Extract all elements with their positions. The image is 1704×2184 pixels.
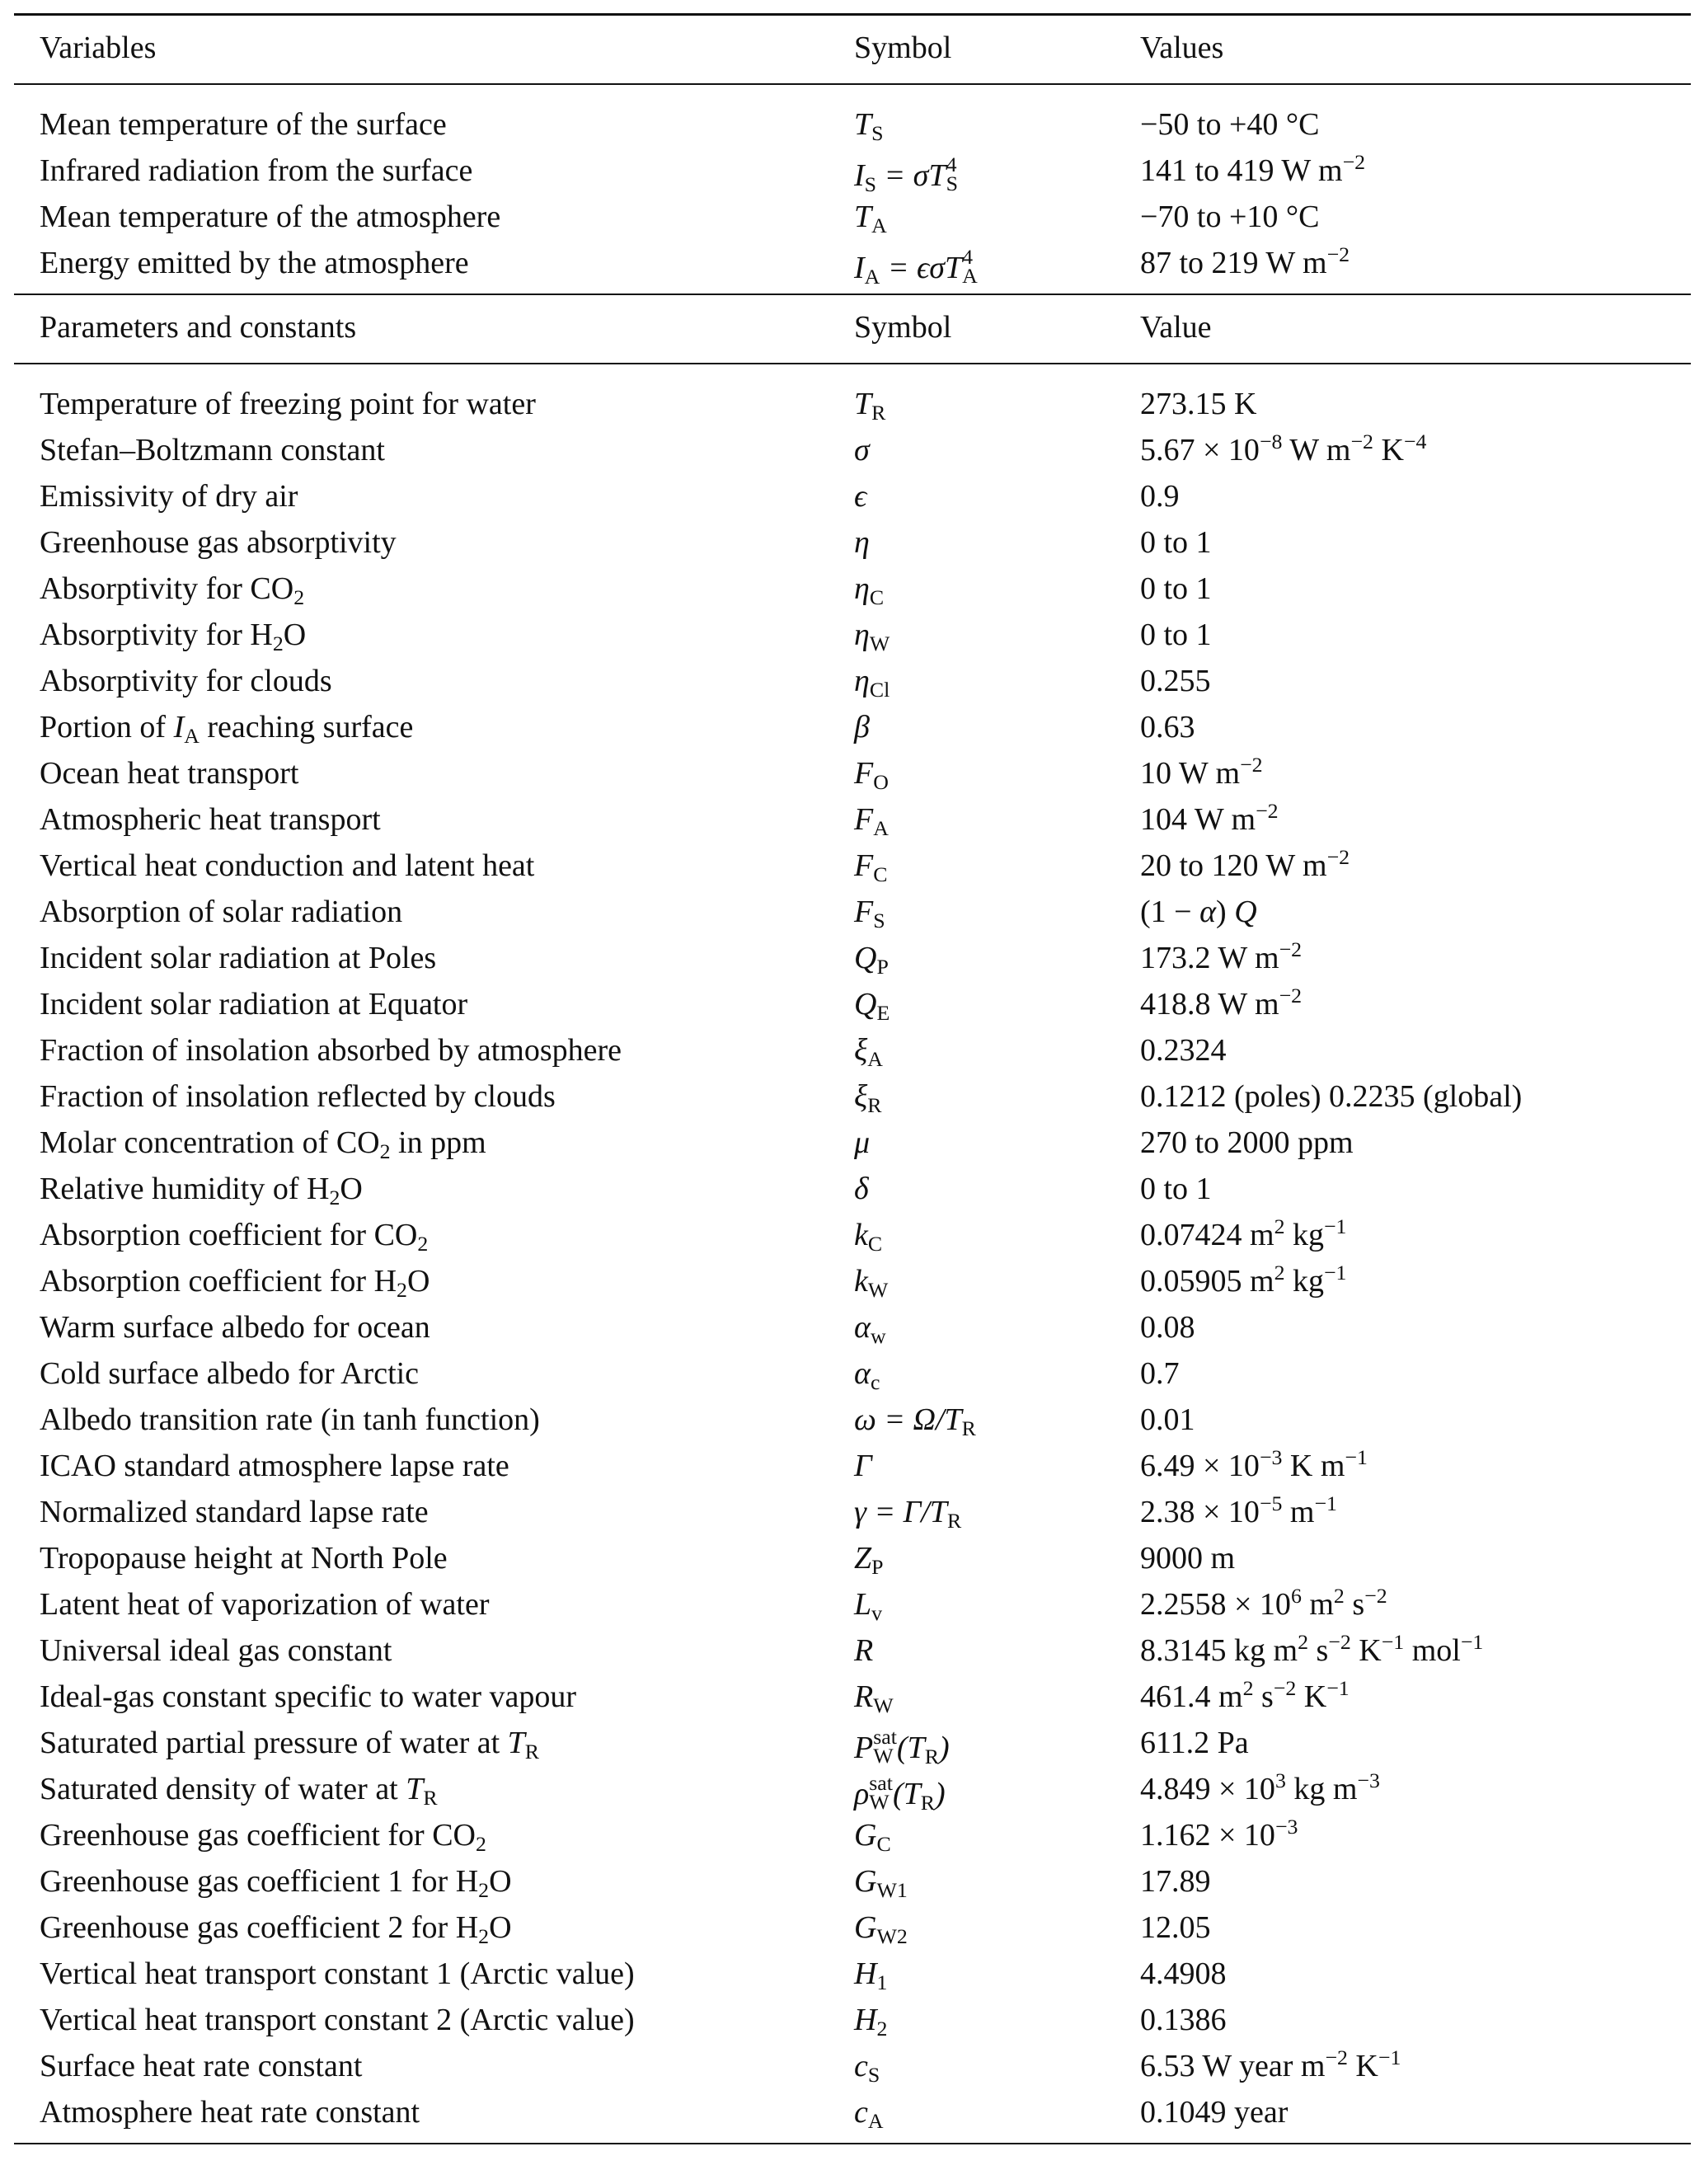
row-symbol: R (854, 1632, 874, 1668)
header-values: Values (1140, 30, 1224, 65)
row-value: −50 to +40 °C (1140, 106, 1320, 142)
row-symbol: Γ (854, 1448, 872, 1483)
row-symbol: δ (854, 1171, 869, 1206)
row-label: Surface heat rate constant (40, 2048, 363, 2083)
row-label: Absorptivity for clouds (40, 663, 332, 698)
row-label: Atmosphere heat rate constant (40, 2094, 420, 2130)
row-value: 0.7 (1140, 1355, 1180, 1391)
row-symbol: $H_1$ (854, 1956, 888, 1994)
table-row (14, 1948, 1691, 1994)
row-symbol: $k_W$ (854, 1263, 889, 1302)
row-symbol: $F_S$ (854, 894, 885, 932)
table-row (14, 840, 1691, 886)
row-symbol: $\eta_W$ (854, 617, 890, 655)
row-value: 0.63 (1140, 709, 1195, 744)
row-symbol: $G_{W1}$ (854, 1863, 908, 1902)
row-value: 0.05905 $m^2$ $kg^{-1}$ (1140, 1260, 1347, 1299)
row-label: Albedo transition rate (in tanh function) (40, 1402, 540, 1437)
row-symbol: σ (854, 432, 870, 467)
table-row (14, 1163, 1691, 1209)
row-symbol: $I_A = \epsilon\sigma T$ 4 A (854, 244, 978, 289)
row-value: 0.2324 (1140, 1032, 1227, 1068)
row-symbol: $T_A$ (854, 199, 887, 237)
row-label: Incident solar radiation at Poles (40, 940, 437, 975)
table-row (14, 191, 1691, 237)
row-value: 20 to 120 W $m^{-2}$ (1140, 844, 1350, 883)
table-row (14, 425, 1691, 471)
table-row (14, 1394, 1691, 1440)
row-label: Mean temperature of the surface (40, 106, 447, 142)
table-row (14, 1440, 1691, 1487)
row-label: Tropopause height at North Pole (40, 1540, 448, 1576)
row-label: Ideal-gas constant specific to water vapour (40, 1679, 577, 1714)
row-symbol: $\omega = \Omega/T_R$ (854, 1402, 976, 1440)
row-value: 0 to 1 (1140, 1171, 1212, 1206)
row-value: 0.9 (1140, 478, 1180, 514)
table-row (14, 99, 1691, 145)
row-symbol: η (854, 524, 870, 560)
row-symbol: $F_O$ (854, 755, 889, 794)
row-label: ICAO standard atmosphere lapse rate (40, 1448, 509, 1483)
table-row (14, 563, 1691, 609)
row-value: 0.255 (1140, 663, 1211, 698)
row-label: Normalized standard lapse rate (40, 1494, 429, 1529)
row-value: 0.1049 year (1140, 2094, 1289, 2130)
row-symbol: $k_C$ (854, 1217, 883, 1256)
table-row (14, 1117, 1691, 1163)
row-label: Mean temperature of the atmosphere (40, 199, 501, 234)
row-label: Greenhouse gas coefficient for $CO_2$ (40, 1817, 486, 1856)
section1-body (14, 99, 1691, 289)
row-value: 0 to 1 (1140, 571, 1212, 606)
row-symbol: μ (854, 1125, 871, 1160)
row-symbol: $\alpha_c$ (854, 1355, 880, 1394)
row-label: Ocean heat transport (40, 755, 299, 791)
bottom-rule (14, 2143, 1691, 2145)
row-symbol: $\xi_R$ (854, 1078, 882, 1117)
row-value: 6.53 W year $m^{-2}$ $K^{-1}$ (1140, 2045, 1401, 2083)
header-symbol-2: Symbol (854, 309, 952, 345)
row-label: Absorption coefficient for $H_2O$ (40, 1263, 430, 1302)
row-label: Atmospheric heat transport (40, 801, 381, 837)
row-symbol: $\xi_A$ (854, 1032, 883, 1071)
row-symbol: $R_W$ (854, 1679, 894, 1717)
row-label: Absorption coefficient for $CO_2$ (40, 1217, 429, 1256)
row-value: 0.07424 $m^2$ $kg^{-1}$ (1140, 1214, 1347, 1252)
row-label: Energy emitted by the atmosphere (40, 245, 469, 280)
row-label: Greenhouse gas absorptivity (40, 524, 397, 560)
table-row (14, 1302, 1691, 1348)
row-label: Incident solar radiation at Equator (40, 986, 468, 1022)
row-symbol: $H_2$ (854, 2002, 888, 2041)
table-row (14, 1902, 1691, 1948)
table-row (14, 145, 1691, 196)
row-value: (1 − α) Q (1140, 894, 1257, 929)
header-value: Value (1140, 309, 1212, 345)
row-label: Greenhouse gas coefficient 1 for $H_2O$ (40, 1863, 512, 1902)
table-row (14, 237, 1691, 289)
row-value: 0 to 1 (1140, 617, 1212, 652)
row-label: Portion of $I_A$ reaching surface (40, 709, 414, 748)
row-value: $2.38 \times 10^{-5}$ $m^{-1}$ (1140, 1491, 1337, 1529)
row-label: Absorptivity for $H_2O$ (40, 617, 307, 655)
row-symbol: $T_R$ (854, 386, 886, 425)
row-label: Infrared radiation from the surface (40, 153, 473, 188)
row-symbol: $G_C$ (854, 1817, 891, 1856)
row-label: Relative humidity of $H_2O$ (40, 1171, 363, 1209)
table-row (14, 1856, 1691, 1902)
row-value: $5.67 \times 10^{-8}$ W $m^{-2}$ $K^{-4}$ (1140, 429, 1427, 467)
row-symbol: $G_{W2}$ (854, 1909, 908, 1948)
row-symbol: $\eta_{Cl}$ (854, 663, 890, 702)
table-row (14, 2041, 1691, 2087)
row-value: 12.05 (1140, 1909, 1211, 1945)
table-row (14, 1025, 1691, 1071)
row-symbol: $c_S$ (854, 2048, 880, 2087)
row-symbol: β (854, 709, 870, 744)
row-label: Vertical heat conduction and latent heat (40, 848, 535, 883)
table-row (14, 378, 1691, 425)
row-value: 87 to 219 W $m^{-2}$ (1140, 242, 1350, 280)
row-value: 0.08 (1140, 1309, 1195, 1345)
table-row (14, 979, 1691, 1025)
table-row (14, 1764, 1691, 1815)
row-symbol: $\alpha_w$ (854, 1309, 886, 1348)
table-row (14, 1071, 1691, 1117)
row-value: 173.2 W $m^{-2}$ (1140, 937, 1303, 975)
row-value: 270 to 2000 ppm (1140, 1125, 1354, 1160)
table-row (14, 1994, 1691, 2041)
table-row (14, 1810, 1691, 1856)
row-label: Absorptivity for $CO_2$ (40, 571, 305, 609)
row-value: 0.1386 (1140, 2002, 1227, 2037)
section2-header (14, 295, 1691, 363)
row-value: 8.3145 kg $m^2$ $s^{-2}$ $K^{-1}$ mol$^{-1}$ (1140, 1629, 1484, 1668)
row-value: $6.49 \times 10^{-3}$ K $m^{-1}$ (1140, 1444, 1368, 1483)
row-symbol: $L_v$ (854, 1586, 883, 1625)
section1-header (14, 16, 1691, 83)
row-value: −70 to +10 °C (1140, 199, 1320, 234)
table-row (14, 517, 1691, 563)
row-value: 4.4908 (1140, 1956, 1227, 1991)
row-value: 9000 m (1140, 1540, 1236, 1576)
row-symbol: $I_S = \sigma T$ 4 S (854, 152, 958, 196)
row-symbol: $Q_P$ (854, 940, 889, 979)
section2-body (14, 378, 1691, 2133)
row-symbol: $F_A$ (854, 801, 889, 840)
table-row (14, 1487, 1691, 1533)
table-row (14, 1209, 1691, 1256)
row-symbol: ϵ (854, 478, 867, 514)
row-label: Fraction of insolation absorbed by atmosphere (40, 1032, 622, 1068)
row-value: $4.849 \times 10^3$ kg $m^{-3}$ (1140, 1768, 1380, 1806)
table-row (14, 794, 1691, 840)
table-row (14, 2087, 1691, 2133)
row-value: 104 W $m^{-2}$ (1140, 798, 1279, 837)
row-label: Vertical heat transport constant 2 (Arctic value) (40, 2002, 635, 2037)
row-symbol: $\gamma = \Gamma/T_R$ (854, 1494, 962, 1533)
table-row (14, 702, 1691, 748)
row-label: Temperature of freezing point for water (40, 386, 536, 421)
row-value: 10 W $m^{-2}$ (1140, 752, 1263, 791)
row-value: $1.162 \times 10^{-3}$ (1140, 1814, 1298, 1853)
row-label: Saturated partial pressure of water at $T_R$ (40, 1725, 540, 1764)
row-symbol: ρ sat W $(T_R)$ (854, 1770, 946, 1815)
row-value: 418.8 W $m^{-2}$ (1140, 983, 1303, 1022)
row-value: 0.1212 (poles) 0.2235 (global) (1140, 1078, 1523, 1114)
row-value: 273.15 K (1140, 386, 1257, 421)
table-row (14, 748, 1691, 794)
row-value: 141 to 419 W $m^{-2}$ (1140, 149, 1366, 188)
header-parameters: Parameters and constants (40, 309, 357, 345)
row-value: $2.2558 \times 10^6$ $m^2$ $s^{-2}$ (1140, 1583, 1387, 1622)
row-symbol: $T_S$ (854, 106, 884, 145)
row-label: Latent heat of vaporization of water (40, 1586, 490, 1622)
table-row (14, 609, 1691, 655)
row-label: Warm surface albedo for ocean (40, 1309, 430, 1345)
row-value: 0.01 (1140, 1402, 1195, 1437)
row-symbol: $Q_E$ (854, 986, 890, 1025)
row-label: Vertical heat transport constant 1 (Arctic value) (40, 1956, 635, 1991)
row-value: 461.4 $m^2$ $s^{-2}$ $K^{-1}$ (1140, 1675, 1350, 1714)
row-symbol: $F_C$ (854, 848, 888, 886)
row-value: 0 to 1 (1140, 524, 1212, 560)
header-symbol: Symbol (854, 30, 952, 65)
row-label: Stefan–Boltzmann constant (40, 432, 385, 467)
row-symbol: $\eta_C$ (854, 571, 885, 609)
row-symbol: P sat W $(T_R)$ (854, 1724, 950, 1768)
table-row (14, 886, 1691, 932)
row-label: Cold surface albedo for Arctic (40, 1355, 420, 1391)
table-row (14, 1671, 1691, 1717)
row-value: 611.2 Pa (1140, 1725, 1249, 1760)
row-symbol: $Z_P$ (854, 1540, 884, 1579)
row-label: Molar concentration of $CO_2$ in ppm (40, 1125, 486, 1163)
table-row (14, 471, 1691, 517)
table-row (14, 932, 1691, 979)
table-row (14, 1717, 1691, 1768)
row-label: Fraction of insolation reflected by clouds (40, 1078, 556, 1114)
table-row (14, 1533, 1691, 1579)
table-row (14, 655, 1691, 702)
row-label: Saturated density of water at $T_R$ (40, 1771, 438, 1810)
table-row (14, 1348, 1691, 1394)
table-row (14, 1625, 1691, 1671)
row-label: Universal ideal gas constant (40, 1632, 392, 1668)
row-label: Emissivity of dry air (40, 478, 298, 514)
table-row (14, 1256, 1691, 1302)
row-value: 17.89 (1140, 1863, 1211, 1899)
parameters-table (14, 13, 1691, 2144)
row-symbol: $c_A$ (854, 2094, 884, 2133)
table-row (14, 1579, 1691, 1625)
row-label: Absorption of solar radiation (40, 894, 403, 929)
header-variables: Variables (40, 30, 157, 65)
row-label: Greenhouse gas coefficient 2 for $H_2O$ (40, 1909, 512, 1948)
